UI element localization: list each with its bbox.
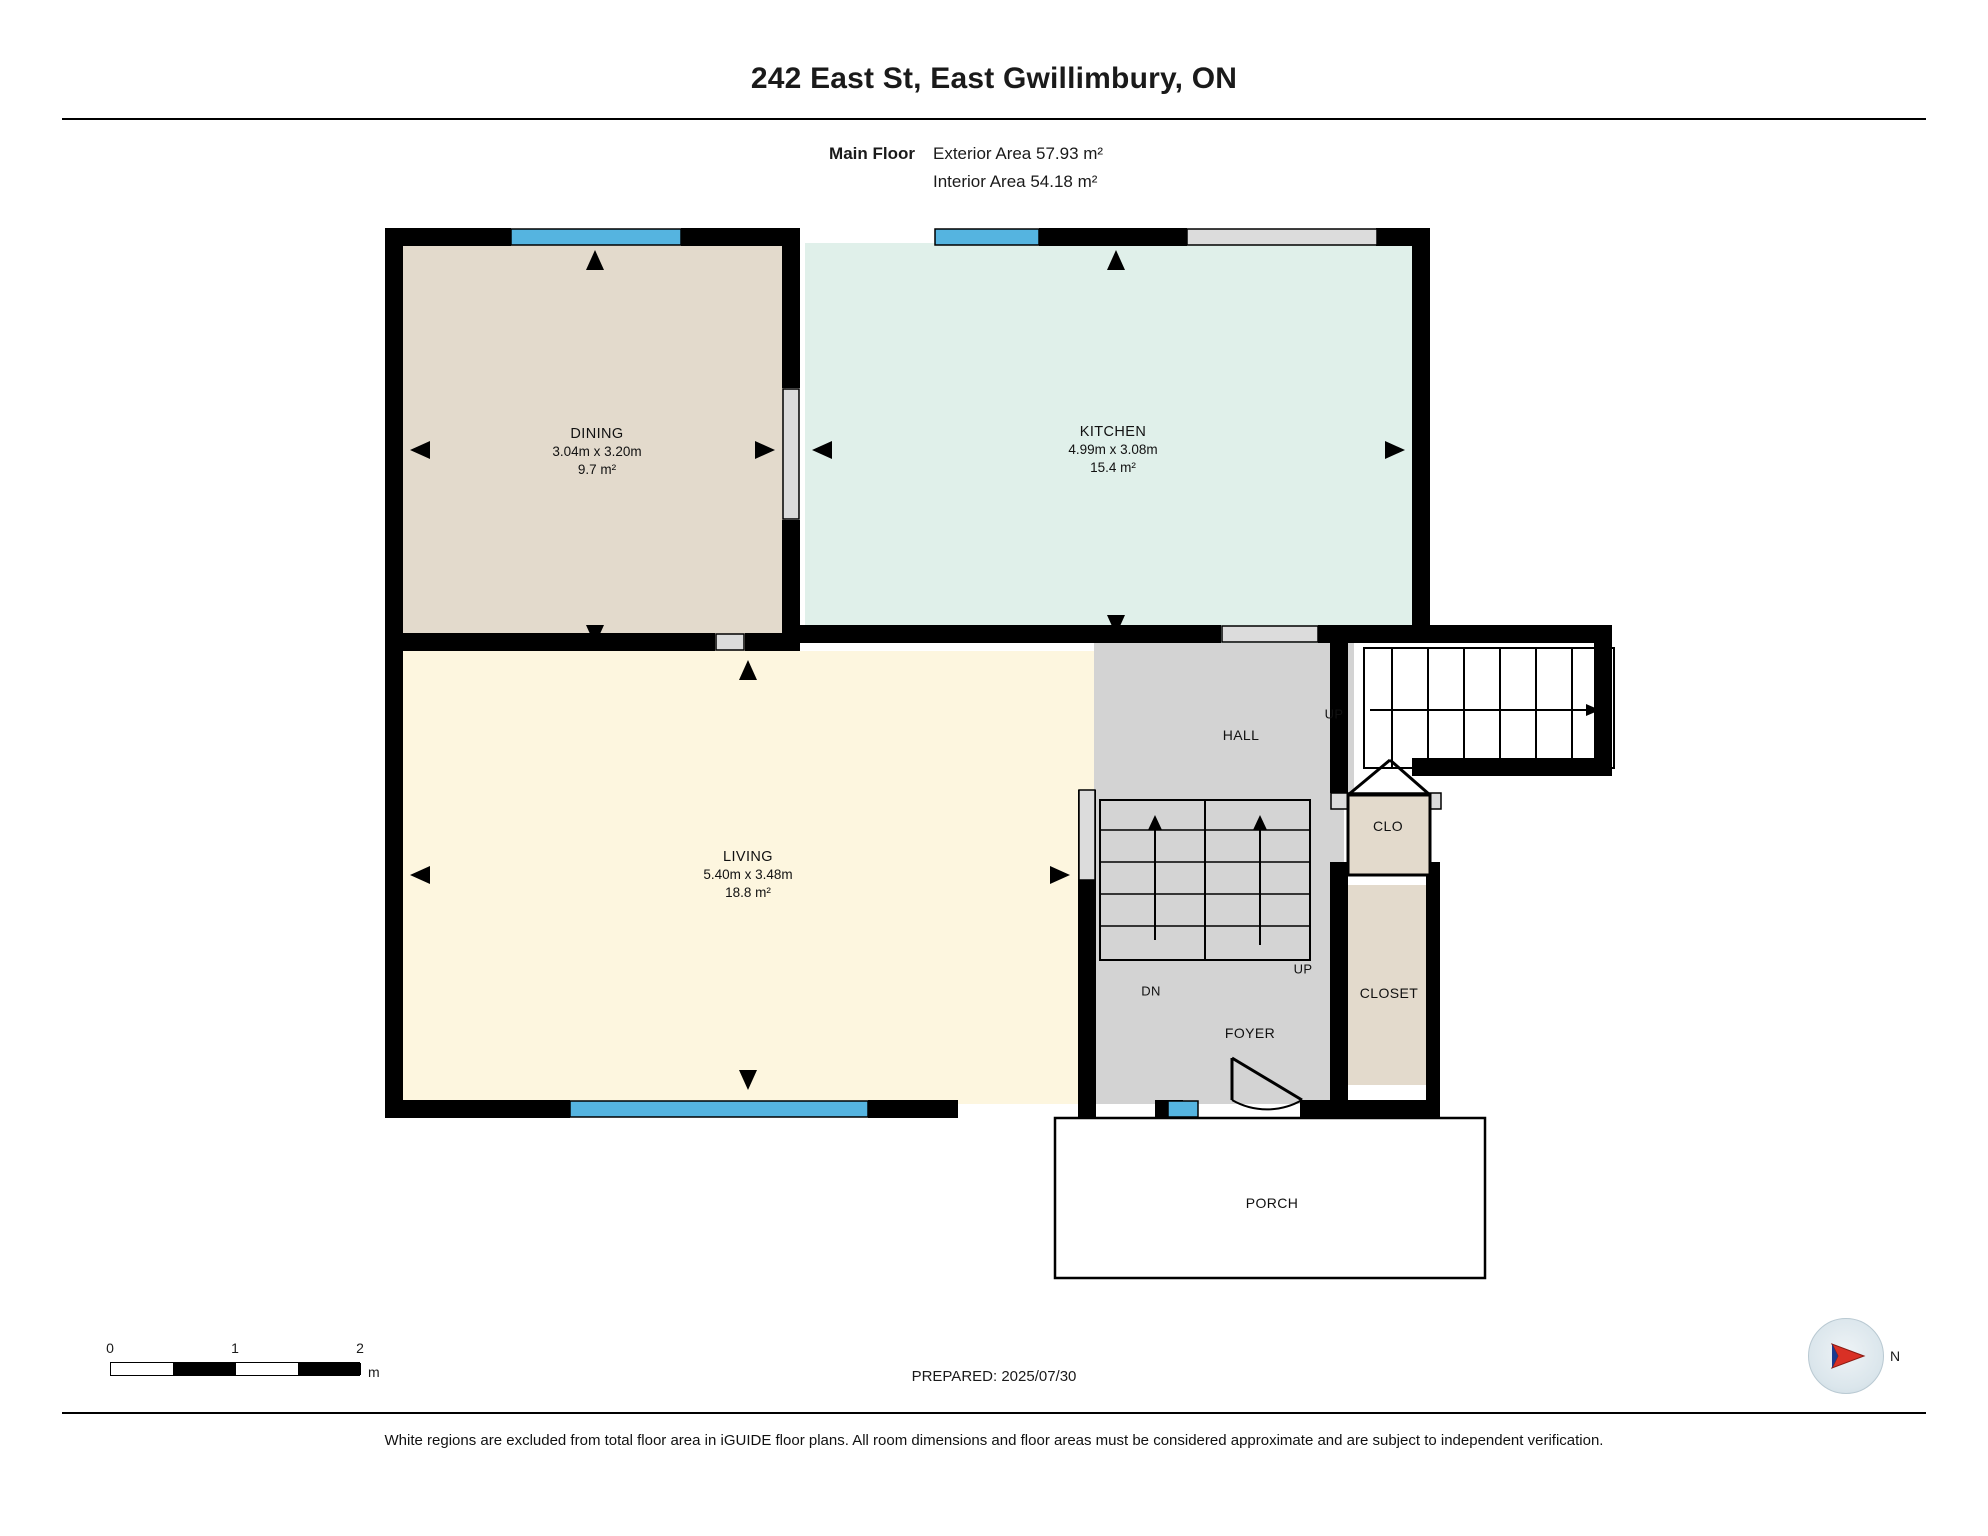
compass-needle-icon [1808, 1318, 1884, 1394]
scale-tick-labels [106, 1340, 364, 1360]
room-label-clo: CLO [1373, 818, 1403, 834]
scale-tick-2: 2 [356, 1340, 364, 1356]
room-label-foyer: FOYER [1224, 1025, 1276, 1041]
floor-label: Main Floor [829, 144, 915, 163]
scale-tick-0: 0 [106, 1340, 114, 1356]
stair-label-up-foyer: UP [1293, 961, 1313, 977]
room-fill-hall [1094, 643, 1354, 803]
room-label-hall: HALL [1222, 727, 1260, 743]
stair-label-dn-foyer: DN [1141, 983, 1161, 999]
page-title: 242 East St, East Gwillimbury, ON [750, 62, 1238, 95]
exterior-area: Exterior Area 57.93 m² [933, 144, 1104, 163]
stair-label-up-main: UP [1324, 706, 1344, 722]
stairs-foyer [1100, 800, 1310, 960]
room-label-kitchen: KITCHEN 4.99m x 3.08m 15.4 m² [1068, 424, 1158, 475]
scale-unit: m [368, 1364, 380, 1380]
room-label-porch: PORCH [1245, 1195, 1299, 1211]
room-label-living: LIVING 5.40m x 3.48m 18.8 m² [703, 849, 793, 900]
compass-north-label: N [1890, 1348, 1901, 1364]
room-label-dining: DINING 3.04m x 3.20m 9.7 m² [552, 426, 642, 477]
disclaimer-text: White regions are excluded from total floor area in iGUIDE floor plans. All room dimensions and floor areas must be considered approximate and are subject to independent verification. [384, 1432, 1604, 1449]
prepared-date: PREPARED: 2025/07/30 [911, 1368, 1077, 1385]
interior-area: Interior Area 54.18 m² [933, 172, 1098, 191]
scale-tick-1: 1 [231, 1340, 239, 1356]
room-label-closet: CLOSET [1359, 985, 1419, 1001]
compass-rose [1808, 1318, 1901, 1394]
stairs-upper-right [1364, 648, 1614, 768]
footer-divider [62, 1412, 1926, 1414]
